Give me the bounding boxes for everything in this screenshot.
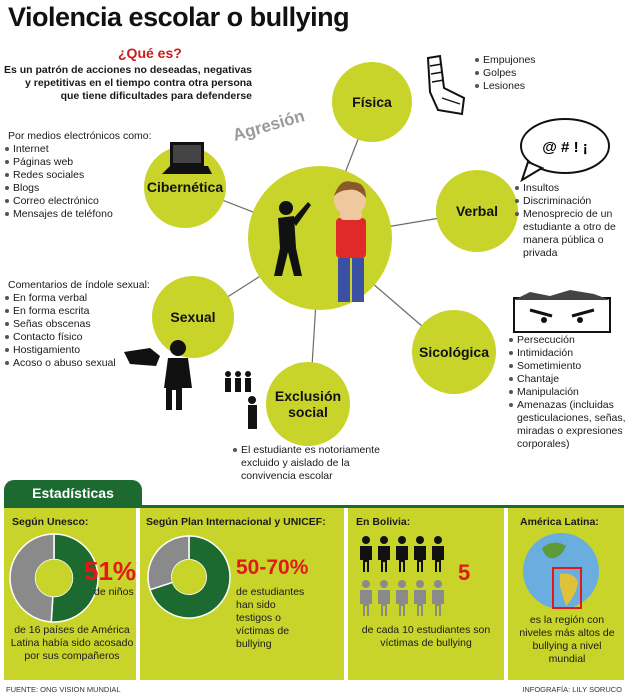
- unesco-heading: Según Unesco:: [12, 516, 89, 528]
- harassment-hand-icon: [120, 332, 200, 412]
- center-circle: [248, 166, 392, 310]
- node-sexual: Sexual: [152, 276, 234, 358]
- person-icon: [414, 536, 426, 572]
- sexual-list: [4, 292, 116, 370]
- sicologica-item: Amenazas (incluidas gesticulaciones, señas, miradas o expresiones corporales): [508, 399, 626, 451]
- sicologica-item: Sometimiento: [508, 360, 626, 373]
- cibernetica-item: Correo electrónico: [4, 195, 113, 208]
- verbal-list: [514, 182, 626, 260]
- unesco-text: de 16 países de América Latina había sido acosado por sus compañeros: [10, 624, 134, 662]
- bolivia-number: 5: [458, 560, 471, 585]
- globe-icon: [520, 530, 602, 612]
- stats-tab: Estadísticas: [4, 480, 142, 506]
- victim-illustration: [248, 166, 392, 310]
- plan-heading: Según Plan Internacional y UNICEF:: [146, 516, 326, 528]
- que-es-title: ¿Qué es?: [118, 45, 182, 61]
- footer-source: FUENTE: ONG VISION MUNDIAL: [6, 685, 121, 694]
- sexual-item: Contacto físico: [4, 331, 116, 344]
- sexual-item: En forma verbal: [4, 292, 116, 305]
- node-sicologica: Sicológica: [412, 310, 496, 394]
- sicologica-item: Chantaje: [508, 373, 626, 386]
- sexual-item: En forma escrita: [4, 305, 116, 318]
- sexual-intro: Comentarios de índole sexual:: [8, 279, 150, 291]
- fisica-item: Lesiones: [474, 80, 536, 93]
- cibernetica-intro: Por medios electrónicos como:: [8, 130, 152, 142]
- unesco-sub: de niños: [94, 586, 134, 598]
- sexual-item: Señas obscenas: [4, 318, 116, 331]
- sicologica-item: Intimidación: [508, 347, 626, 360]
- page-title: Violencia escolar o bullying: [8, 2, 350, 32]
- plan-text: de estudiantes han sido testigos o víctimas de bullying: [236, 586, 305, 650]
- sicologica-item: Persecución: [508, 334, 626, 347]
- cibernetica-item: Blogs: [4, 182, 113, 195]
- person-icon: [360, 580, 372, 616]
- latam-heading: América Latina:: [520, 516, 599, 528]
- latam-text: es la región con niveles más altos de bullying a nivel mundial: [519, 614, 615, 665]
- person-icon: [414, 580, 426, 616]
- fisica-item: Empujones: [474, 54, 536, 67]
- excluded-people-icon: [220, 368, 268, 430]
- cibernetica-item: Mensajes de teléfono: [4, 208, 113, 221]
- plan-pie: [146, 534, 232, 620]
- sexual-item: Acoso o abuso sexual: [4, 357, 116, 370]
- bolivia-people-chart: [356, 532, 448, 622]
- person-icon: [396, 536, 408, 572]
- laptop-icon: [158, 140, 214, 180]
- verbal-item: Insultos: [514, 182, 626, 195]
- plan-percent: 50-70%: [236, 556, 309, 579]
- cibernetica-item: Páginas web: [4, 156, 113, 169]
- person-icon: [396, 580, 408, 616]
- sicologica-list: [508, 334, 626, 451]
- sexual-item: Hostigamiento: [4, 344, 116, 357]
- cibernetica-item: Redes sociales: [4, 169, 113, 182]
- speech-bubble-icon: [518, 116, 612, 182]
- cibernetica-item: Internet: [4, 143, 113, 156]
- bubble-symbols: @ # ! ¡: [542, 139, 588, 156]
- node-fisica: Física: [332, 62, 412, 142]
- node-exclusion: Exclusión social: [266, 362, 350, 446]
- person-icon: [378, 580, 390, 616]
- verbal-item: Menosprecio de un estudiante a otro de manera pública o privada: [514, 208, 626, 260]
- cibernetica-list: [4, 143, 113, 221]
- person-icon: [378, 536, 390, 572]
- person-icon: [360, 536, 372, 572]
- person-icon: [432, 580, 444, 616]
- exclusion-item: El estudiante es notoriamente excluido y aislado de la convivencia escolar: [232, 444, 382, 483]
- bolivia-heading: En Bolivia:: [356, 516, 411, 528]
- node-verbal: Verbal: [436, 170, 518, 252]
- verbal-item: Discriminación: [514, 195, 626, 208]
- fisica-list: [474, 54, 536, 93]
- angry-face-icon: [510, 290, 616, 336]
- cast-arm-icon: [420, 52, 472, 120]
- exclusion-list: [232, 444, 382, 483]
- person-icon: [432, 536, 444, 572]
- footer-credit: INFOGRAFÍA: LILY SORUCO: [522, 685, 622, 694]
- node-cibernetica: Cibernética: [144, 146, 226, 228]
- sicologica-item: Manipulación: [508, 386, 626, 399]
- agresion-label: Agresión: [230, 106, 307, 145]
- que-es-description: Es un patrón de acciones no deseadas, negativas y repetitivas en el tiempo contra otra persona que tiene dificultades para defenderse: [4, 64, 253, 102]
- fisica-item: Golpes: [474, 67, 536, 80]
- unesco-percent: 51%: [84, 556, 137, 586]
- bolivia-text: de cada 10 estudiantes son víctimas de bullying: [361, 624, 491, 649]
